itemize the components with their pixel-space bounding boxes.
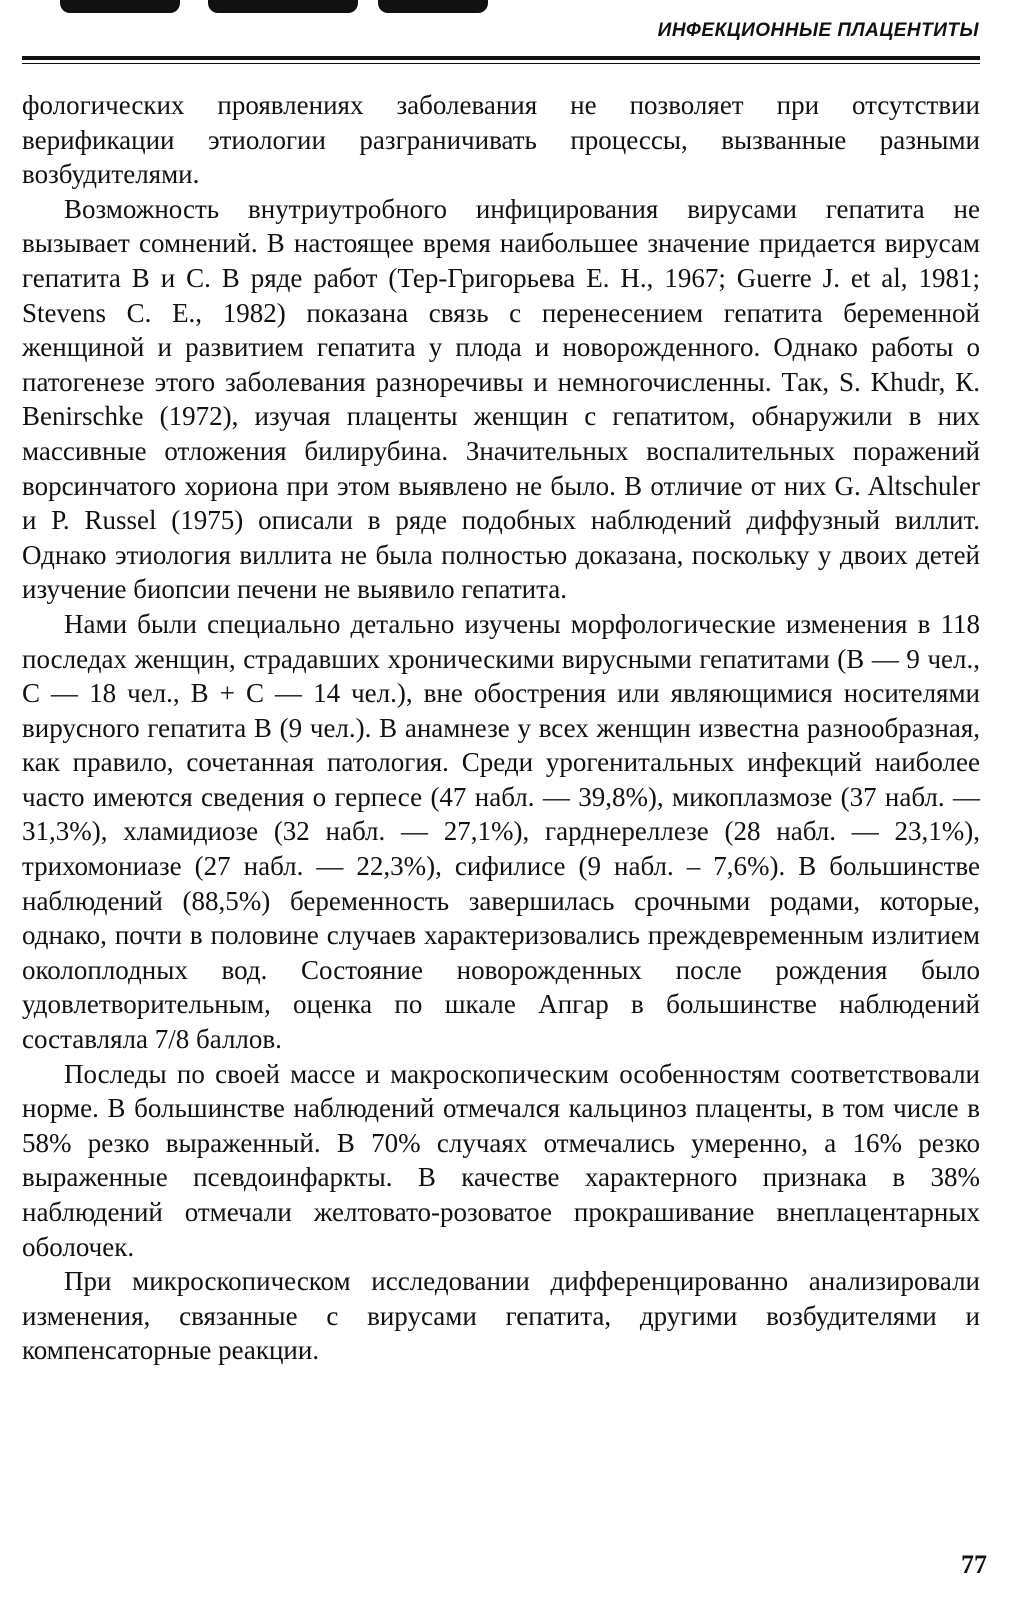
body-text xyxy=(22,88,980,1368)
header-rule xyxy=(22,56,980,60)
paragraph-continued: фологических проявлениях заболевания не позволяет при отсутствии верификации этиологии разграничивать процессы, вызванные разными возбудителями. xyxy=(22,90,980,190)
paragraph: Последы по своей массе и макроскопическим особенностям соответствовали норме. В большинстве наблюдений отмечался кальциноз плаценты, в том числе в 58% резко выраженный. В 70% случаях отмечались умеренно, а 16% резко выраженные псевдоинфаркты. В качестве характерного признака в 38% наблюдений отмечали желтовато-розоватое прокрашивание внеплацентарных оболочек. xyxy=(22,1058,980,1262)
paragraph: Нами были специально детально изучены морфологические изменения в 118 последах женщин, страдавших хроническими вирусными гепатитами (В — 9 чел., С — 18 чел., В + С — 14 чел.), вне обострения или являющимися носителями вирусного гепатита В (9 чел.). В анамнезе у всех женщин известна разнообразная, как правило, сочетанная патология. Среди урогенитальных инфекций наиболее часто имеются сведения о герпесе (47 набл. — 39,8%), микоплазмозе (37 набл. — 31,3%), хламидиозе (32 набл. — 27,1%), гарднереллезе (28 набл. — 23,1%), трихомониазе (27 набл. — 22,3%), сифилисе (9 набл. – 7,6%). В большинстве наблюдений (88,5%) беременность завершилась срочными родами, которые, однако, почти в половине случаев характеризовались преждевременным излитием околоплодных вод. Состояние новорожденных после рождения было удовлетворительным, оценка по шкале Апгар в большинстве наблюдений составляла 7/8 баллов. xyxy=(22,608,980,1055)
page-number: 77 xyxy=(961,1550,987,1579)
paragraph: Возможность внутриутробного инфицирования вирусами гепатита не вызывает сомнений. В настоящее время наибольшее значение придается вирусам гепатита В и С. В ряде работ (Тер-Григорьева Е. Н., 1967; Guerre J. et al, 1981; Stevens С. Е., 1982) показана связь с перенесением гепатита беременной женщиной и развитием гепатита у плода и новорожденного. Однако работы о патогенезе этого заболевания разноречивы и немногочисленны. Так, S. Khudr, К. Benirschke (1972), изучая плаценты женщин с гепатитом, обнаружили в них массивные отложения билирубина. Значительных воспалительных поражений ворсинчатого хориона при этом выявлено не было. В отличие от них G. Altschuler и Р. Russel (1975) описали в ряде подобных наблюдений диффузный виллит. Однако этиология виллита не была полностью доказана, поскольку у двоих детей изучение биопсии печени не выявило гепатита. xyxy=(22,193,980,605)
header-rule-thin xyxy=(22,63,980,64)
running-header: ИНФЕКЦИОННЫЕ ПЛАЦЕНТИТЫ xyxy=(657,20,979,41)
paragraph: При микроскопическом исследовании дифференцированно анализировали изменения, связанные с вирусами гепатита, другими возбудителями и компенсаторные реакции. xyxy=(22,1266,980,1366)
